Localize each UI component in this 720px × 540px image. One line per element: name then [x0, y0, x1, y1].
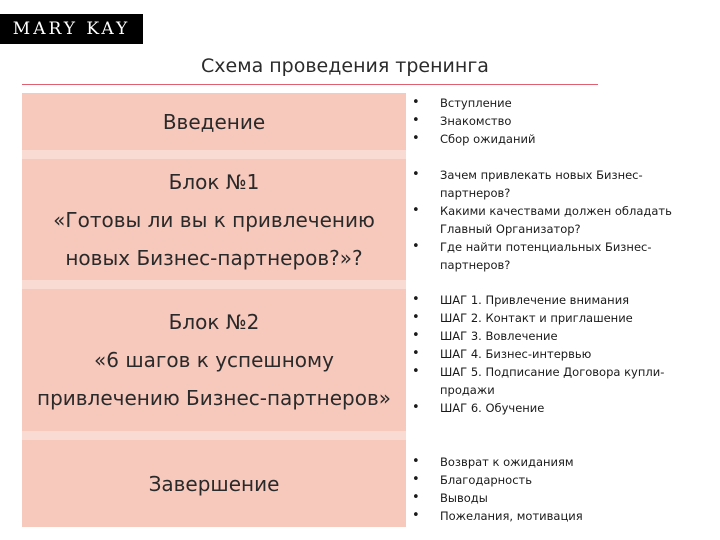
band-divider — [22, 280, 406, 289]
band-divider — [22, 150, 406, 159]
list-item: • Какими качествами должен обладать Главный Организатор? — [410, 202, 672, 238]
section-band-block2 — [22, 289, 406, 431]
list-item: • Вступление — [410, 94, 672, 112]
list-item: • Возврат к ожиданиям — [410, 453, 672, 471]
list-item: • ШАГ 3. Вовлечение — [410, 327, 672, 345]
section-band-closing — [22, 440, 406, 527]
list-item: • ШАГ 4. Бизнес-интервью — [410, 345, 672, 363]
list-item: • Где найти потенциальных Бизнес-партнеров? — [410, 238, 672, 274]
bullet-list-intro — [410, 94, 672, 148]
list-item: • ШАГ 6. Обучение — [410, 399, 672, 417]
bullet-list-block2 — [410, 291, 672, 417]
slide-title: Схема проведения тренинга — [201, 55, 489, 77]
list-item: • ШАГ 5. Подписание Договора купли-продажи — [410, 363, 672, 399]
list-item: • Пожелания, мотивация — [410, 507, 672, 525]
list-item: • Знакомство — [410, 112, 672, 130]
section-label: Введение — [162, 109, 266, 134]
list-item: • Зачем привлекать новых Бизнес-партнеров? — [410, 166, 672, 202]
section-label: Блок №1 «Готовы ли вы к привлечению новых Бизнес-партнеров?»? — [53, 169, 375, 270]
band-divider — [22, 431, 406, 440]
list-item: • ШАГ 2. Контакт и приглашение — [410, 309, 672, 327]
section-band-block1 — [22, 159, 406, 280]
logo-text: MARY KAY — [12, 19, 131, 39]
section-label: Завершение — [148, 471, 280, 496]
list-item: • Сбор ожиданий — [410, 130, 672, 148]
list-item: • Благодарность — [410, 471, 672, 489]
bullet-list-closing — [410, 453, 672, 525]
title-divider — [22, 84, 598, 85]
list-item: • Выводы — [410, 489, 672, 507]
section-band-intro — [22, 93, 406, 150]
brand-logo — [0, 14, 143, 44]
section-label: Блок №2 «6 шагов к успешному привлечению Бизнес-партнеров» — [37, 310, 391, 410]
bullet-list-block1 — [410, 166, 672, 274]
list-item: • ШАГ 1. Привлечение внимания — [410, 291, 672, 309]
